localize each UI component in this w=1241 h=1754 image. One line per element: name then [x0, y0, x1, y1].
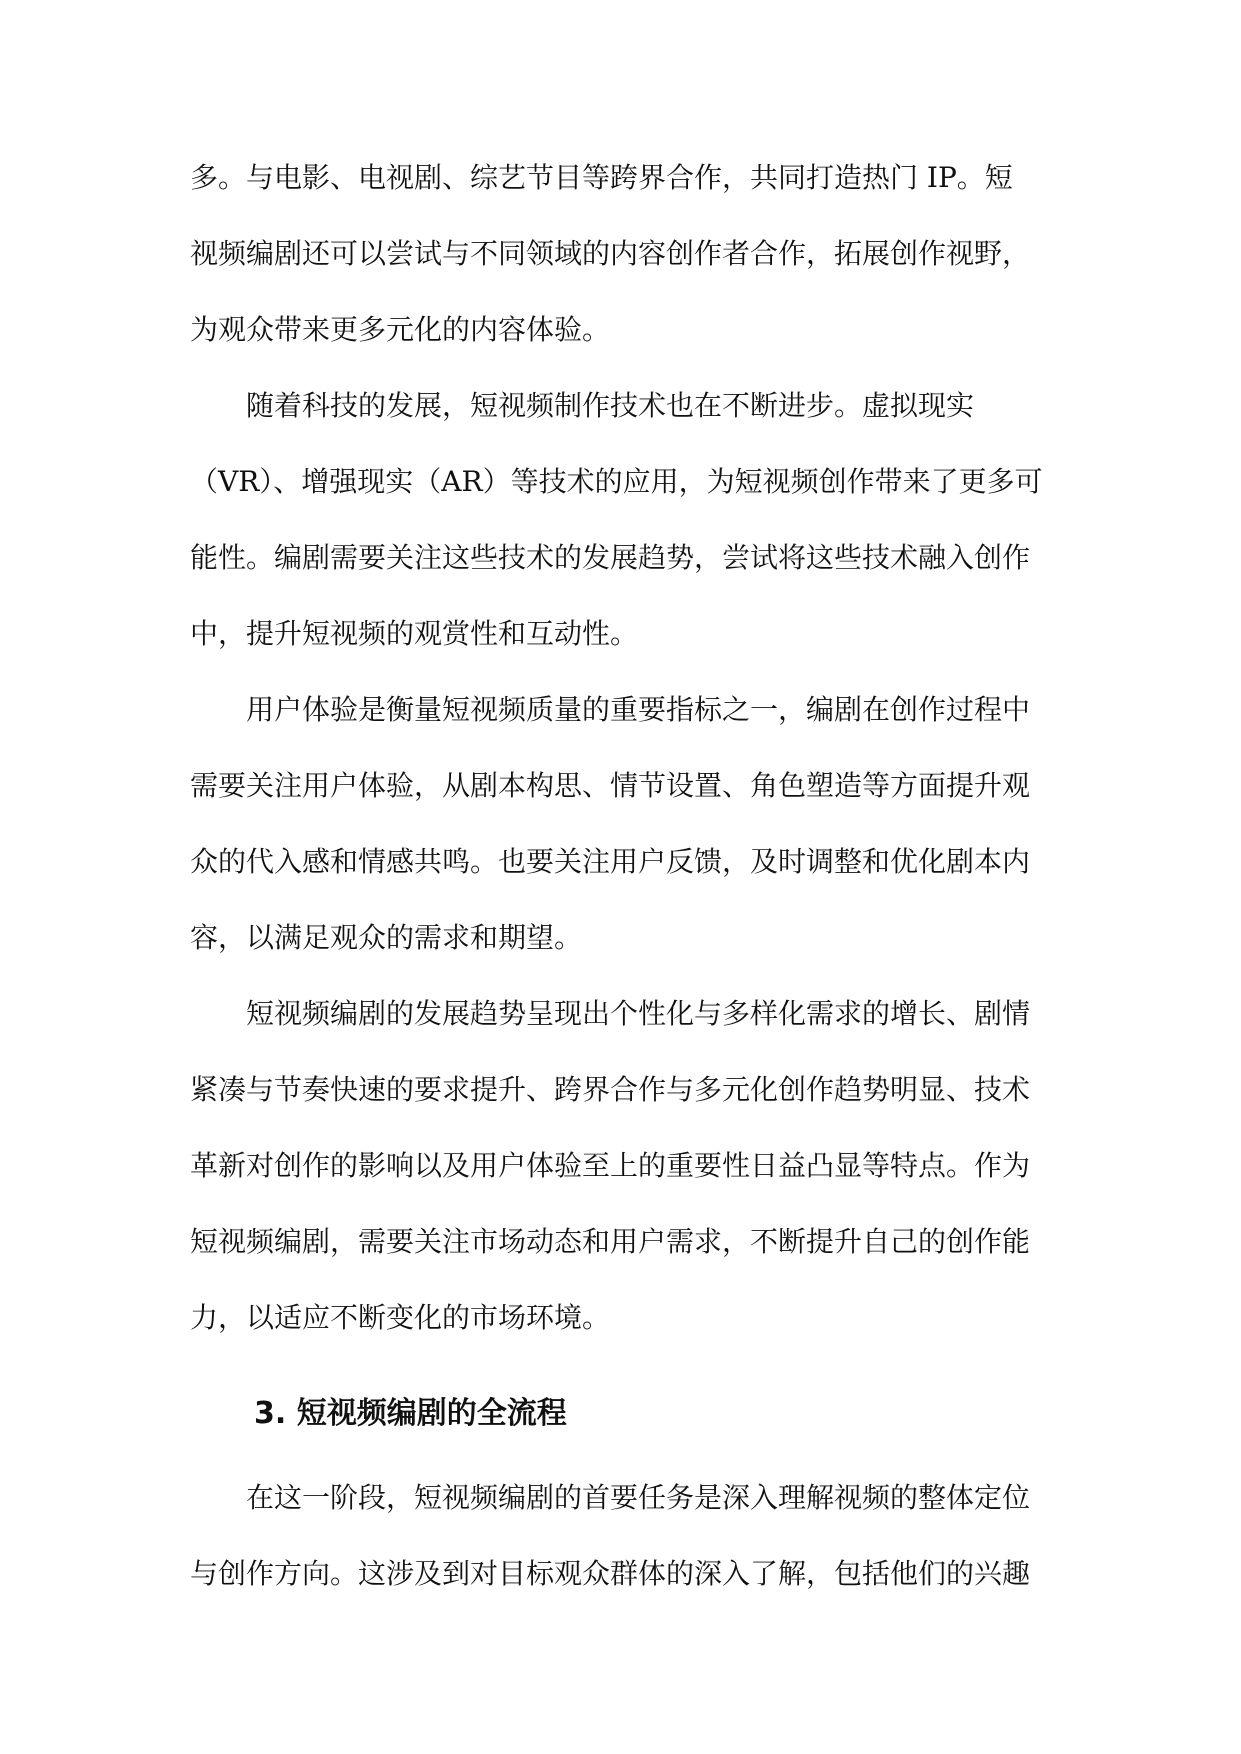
- paragraph-technology: [190, 368, 1060, 672]
- paragraph-summary: [190, 976, 1060, 1356]
- text-line: 众的代入感和情感共鸣。也要关注用户反馈，及时调整和优化剧本内: [190, 845, 1031, 878]
- text-line: 中，提升短视频的观赏性和互动性。: [190, 617, 639, 650]
- text-line: 与创作方向。这涉及到对目标观众群体的深入了解，包括他们的兴趣: [190, 1557, 1031, 1590]
- text-line: 容，以满足观众的需求和期望。: [190, 921, 583, 954]
- text-line: 视频编剧还可以尝试与不同领域的内容创作者合作，拓展创作视野，: [190, 237, 1031, 270]
- paragraph-continued: [190, 140, 1060, 368]
- section-title: 短视频编剧的全流程: [296, 1396, 567, 1431]
- paragraph-user-experience: [190, 672, 1060, 976]
- text-line: 在这一阶段，短视频编剧的首要任务是深入理解视频的整体定位: [246, 1481, 1031, 1514]
- text-line: 能性。编剧需要关注这些技术的发展趋势，尝试将这些技术融入创作: [190, 541, 1031, 574]
- text-line: 短视频编剧的发展趋势呈现出个性化与多样化需求的增长、剧情: [246, 997, 1031, 1030]
- text-line: 随着科技的发展，短视频制作技术也在不断进步。虚拟现实: [246, 389, 975, 422]
- text-line: 多。与电影、电视剧、综艺节目等跨界合作，共同打造热门 IP。短: [190, 161, 1013, 194]
- text-line: 短视频编剧，需要关注市场动态和用户需求，不断提升自己的创作能: [190, 1225, 1031, 1258]
- text-line: 紧凑与节奏快速的要求提升、跨界合作与多元化创作趋势明显、技术: [190, 1073, 1031, 1106]
- text-line: 用户体验是衡量短视频质量的重要指标之一，编剧在创作过程中: [246, 693, 1031, 726]
- paragraph-section-intro: [190, 1460, 1060, 1612]
- text-line: 革新对创作的影响以及用户体验至上的重要性日益凸显等特点。作为: [190, 1149, 1031, 1182]
- text-line: 需要关注用户体验，从剧本构思、情节设置、角色塑造等方面提升观: [190, 769, 1031, 802]
- document-body: [190, 140, 1060, 1612]
- section-heading: [190, 1376, 1060, 1452]
- section-number: 3.: [254, 1396, 287, 1431]
- text-line: 力，以适应不断变化的市场环境。: [190, 1301, 611, 1334]
- text-line: 为观众带来更多元化的内容体验。: [190, 313, 611, 346]
- text-line: （VR）、增强现实（AR）等技术的应用，为短视频创作带来了更多可: [190, 465, 1043, 498]
